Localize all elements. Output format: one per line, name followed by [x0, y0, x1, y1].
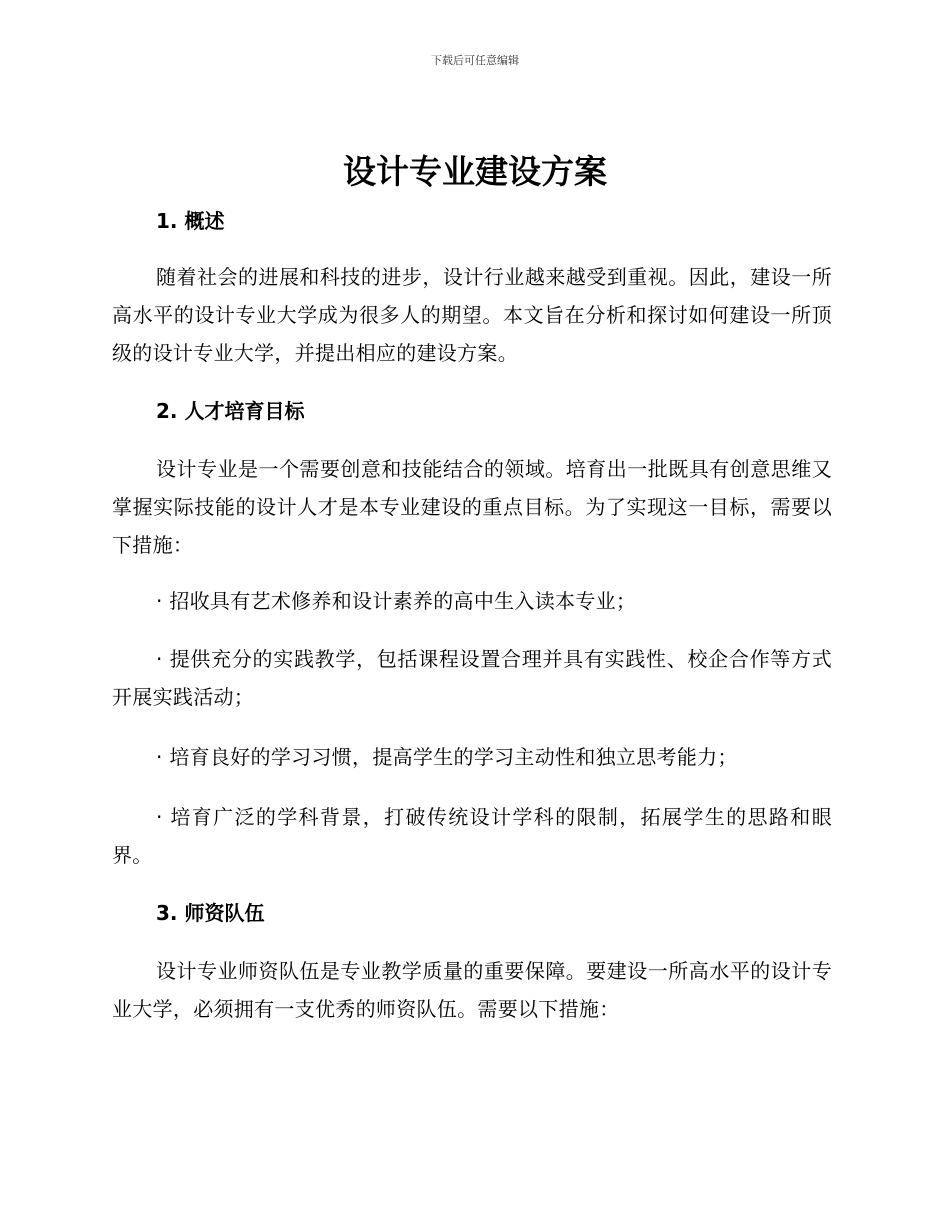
- section-paragraph: 随着社会的进展和科技的进步，设计行业越来越受到重视。因此，建设一所高水平的设计专业大学成为很多人的期望。本文旨在分析和探讨如何建设一所顶级的设计专业大学，并提出相应的建设方案。: [112, 265, 832, 365]
- section-paragraph: 设计专业是一个需要创意和技能结合的领域。培育出一批既具有创意思维又掌握实际技能的设计人才是本专业建设的重点目标。为了实现这一目标，需要以下措施：: [112, 457, 832, 557]
- bullet-item: · 培育良好的学习习惯，提高学生的学习主动性和独立思考能力；: [156, 745, 738, 769]
- bullet-item: · 招收具有艺术修养和设计素养的高中生入读本专业；: [156, 589, 637, 613]
- section-heading-overview: 1. 概述: [156, 209, 225, 233]
- document-body: [112, 206, 832, 1028]
- page-header-note: 下载后可任意编辑: [431, 54, 519, 67]
- bullet-item: · 提供充分的实践教学，包括课程设置合理并具有实践性、校企合作等方式开展实践活动；: [112, 647, 832, 709]
- bullet-item: · 培育广泛的学科背景，打破传统设计学科的限制，拓展学生的思路和眼界。: [112, 805, 832, 867]
- section-heading-faculty: 3. 师资队伍: [156, 901, 265, 925]
- document-title: 设计专业建设方案: [343, 152, 607, 191]
- section-paragraph: 设计专业师资队伍是专业教学质量的重要保障。要建设一所高水平的设计专业大学，必须拥有一支优秀的师资队伍。需要以下措施：: [112, 959, 832, 1021]
- section-heading-talent-goals: 2. 人才培育目标: [156, 399, 305, 423]
